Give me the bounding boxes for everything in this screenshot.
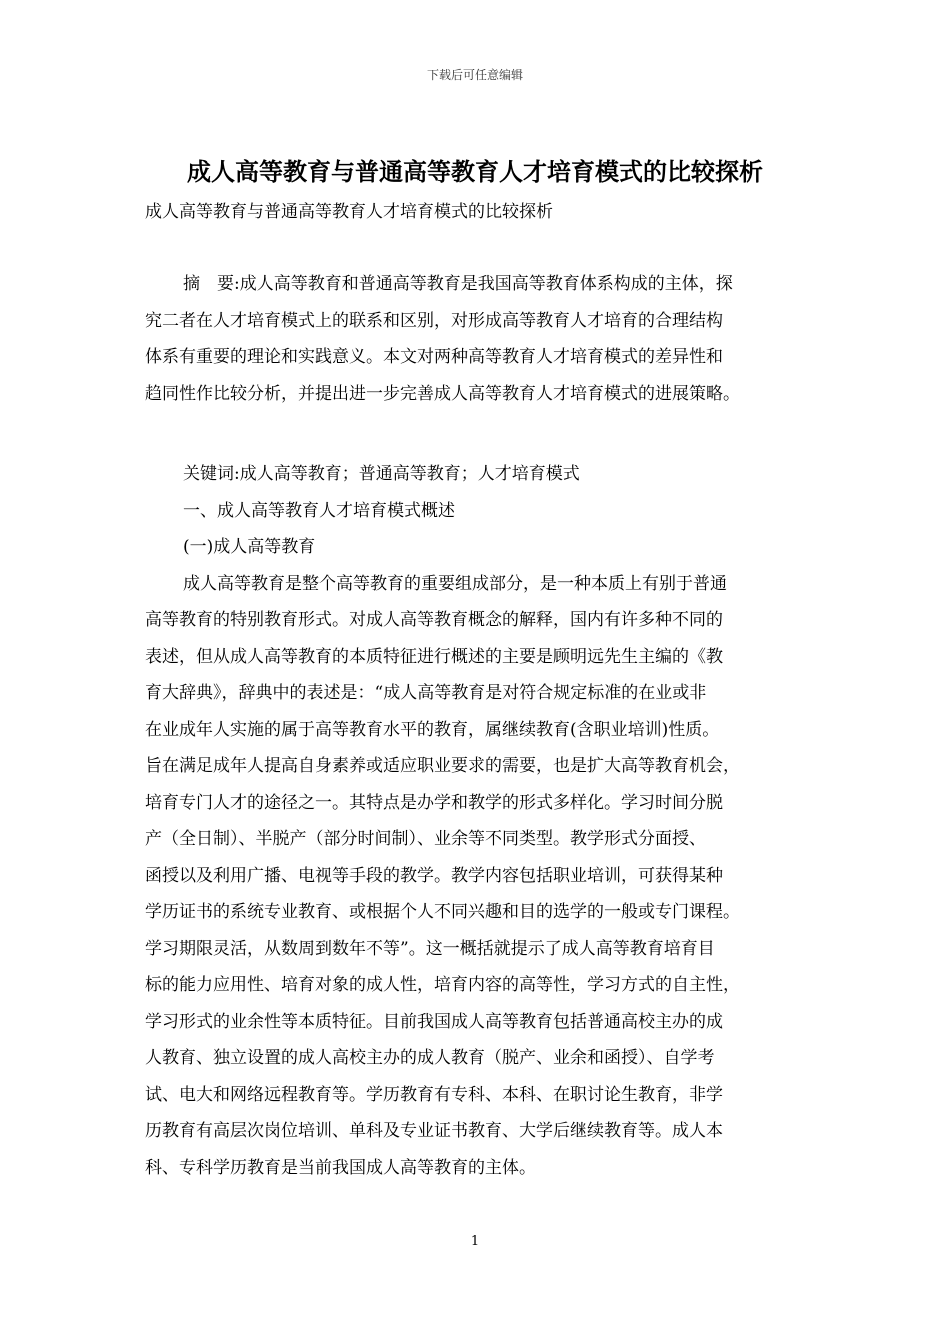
paragraph-line: 高等教育的特别教育形式。对成人高等教育概念的解释，国内有许多种不同的 bbox=[145, 610, 723, 630]
paragraph-line: 试、电大和网络远程教育等。学历教育有专科、本科、在职讨论生教育，非学 bbox=[145, 1084, 723, 1105]
paragraph-line: 学习形式的业余性等本质特征。目前我国成人高等教育包括普通高校主办的成 bbox=[145, 1011, 723, 1032]
paragraph-line: 在业成年人实施的属于高等教育水平的教育，属继续教育(含职业培训)性质。 bbox=[145, 719, 720, 740]
abstract-line: 究二者在人才培育模式上的联系和区别，对形成高等教育人才培育的合理结构 bbox=[145, 310, 723, 331]
paragraph-line: 人教育、独立设置的成人高校主办的成人教育（脱产、业余和函授）、自学考 bbox=[145, 1048, 715, 1068]
header-note: 下载后可任意编辑 bbox=[426, 68, 523, 82]
paragraph-line: 函授以及利用广播、电视等手段的教学。教学内容包括职业培训，可获得某种 bbox=[145, 865, 723, 886]
paragraph-line: 表述，但从成人高等教育的本质特征进行概述的主要是顾明远先生主编的《教 bbox=[145, 646, 723, 667]
paragraph-line: 学习期限灵活，从数周到数年不等”。这一概括就提示了成人高等教育培育目 bbox=[145, 938, 715, 959]
page-number: 1 bbox=[470, 1234, 480, 1249]
paragraph-line: 成人高等教育是整个高等教育的重要组成部分，是一种本质上有别于普通 bbox=[183, 573, 727, 594]
paragraph-line: 历教育有高层次岗位培训、单科及专业证书教育、大学后继续教育等。成人本 bbox=[145, 1121, 723, 1141]
paragraph-line: 产（全日制）、半脱产（部分时间制）、业余等不同类型。教学形式分面授、 bbox=[145, 829, 706, 849]
abstract-line: 摘 要:成人高等教育和普通高等教育是我国高等教育体系构成的主体，探 bbox=[183, 274, 733, 294]
document-subtitle: 成人高等教育与普通高等教育人才培育模式的比较探析 bbox=[145, 202, 553, 222]
subsection-heading: (一)成人高等教育 bbox=[183, 537, 316, 557]
paragraph-line: 学历证书的系统专业教育、或根据个人不同兴趣和目的选学的一般或专门课程。 bbox=[145, 902, 740, 922]
paragraph-line: 旨在满足成年人提高自身素养或适应职业要求的需要，也是扩大高等教育机会， bbox=[145, 756, 740, 776]
section-heading: 一、成人高等教育人才培育模式概述 bbox=[183, 500, 455, 521]
abstract-line: 趋同性作比较分析，并提出进一步完善成人高等教育人才培育模式的进展策略。 bbox=[145, 383, 740, 404]
paragraph-line: 育大辞典》，辞典中的表述是：“成人高等教育是对符合规定标准的在业或非 bbox=[145, 683, 707, 703]
keywords: 关键词:成人高等教育；普通高等教育；人才培育模式 bbox=[183, 464, 580, 484]
paragraph-line: 标的能力应用性、培育对象的成人性，培育内容的高等性，学习方式的自主性， bbox=[145, 975, 740, 995]
paragraph-line: 科、专科学历教育是当前我国成人高等教育的主体。 bbox=[145, 1157, 536, 1178]
abstract bbox=[145, 266, 810, 412]
main-content bbox=[145, 456, 810, 1186]
document-title: 成人高等教育与普通高等教育人才培育模式的比较探析 bbox=[187, 157, 763, 186]
abstract-line: 体系有重要的理论和实践意义。本文对两种高等教育人才培育模式的差异性和 bbox=[145, 347, 723, 367]
paragraph-line: 培育专门人才的途径之一。其特点是办学和教学的形式多样化。学习时间分脱 bbox=[145, 792, 723, 813]
